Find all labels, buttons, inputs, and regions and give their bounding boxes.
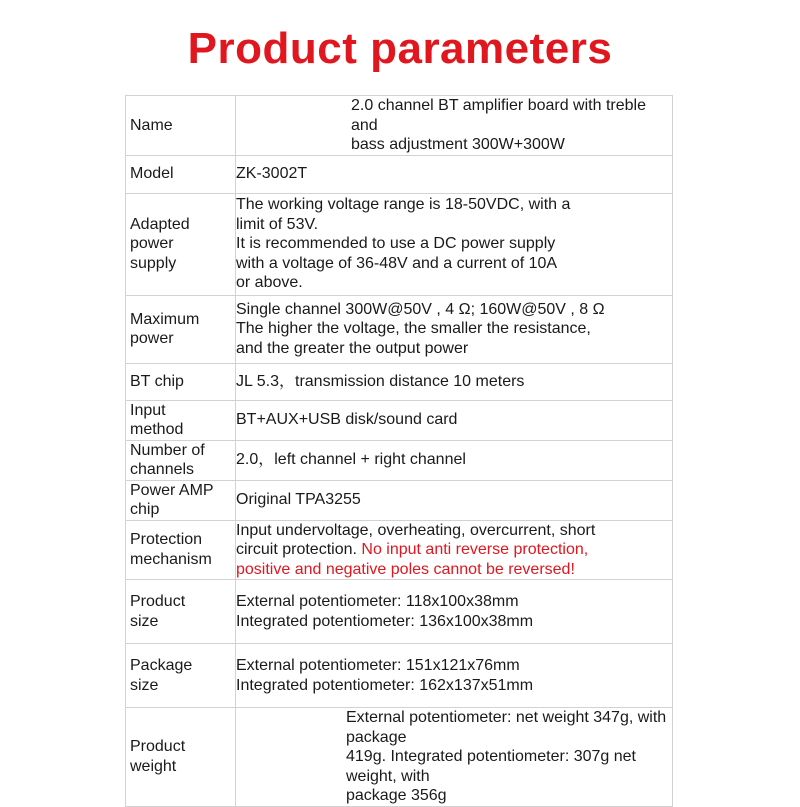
label-line: Number of: [130, 441, 205, 459]
value-line: The working voltage range is 18-50VDC, with a: [236, 196, 571, 214]
label-line: Product: [130, 738, 186, 756]
row-label: BT chip: [126, 363, 236, 400]
row-label: [126, 440, 236, 480]
value-line: 2.0，left channel + right channel: [236, 451, 466, 469]
label-line: weight: [130, 757, 177, 775]
row-value: [236, 193, 673, 295]
label-line: Maximum: [130, 310, 200, 328]
table-row: [126, 295, 673, 363]
value-line: BT+AUX+USB disk/sound card: [236, 411, 458, 429]
label-line: method: [130, 421, 184, 438]
value-line: 2.0 channel BT amplifier board with treble and: [351, 97, 646, 134]
row-value: [236, 155, 673, 193]
row-label: Model: [126, 155, 236, 193]
value-line: ZK-3002T: [236, 165, 308, 183]
row-value: [236, 708, 673, 807]
table-row: [126, 708, 673, 807]
row-label: [126, 400, 236, 440]
label-line: Product: [130, 593, 186, 610]
label-line: channels: [130, 461, 195, 478]
label-line: Input: [130, 401, 166, 419]
table-row: [126, 480, 673, 520]
label-line: Power AMP: [130, 481, 214, 499]
label-line: mechanism: [130, 550, 212, 568]
label-line: Protection: [130, 531, 203, 549]
value-line: Single channel 300W@50V , 4 Ω; 160W@50V , 8 Ω: [236, 300, 605, 318]
label-line: size: [130, 612, 159, 630]
parameters-table: [125, 95, 673, 807]
row-value: [236, 295, 673, 363]
row-label: [126, 480, 236, 520]
row-label: [126, 295, 236, 363]
label-line: Package: [130, 657, 193, 674]
row-value: [236, 580, 673, 644]
table-row: [126, 155, 673, 193]
value-line: Original TPA3255: [236, 491, 361, 509]
label-line: size: [130, 676, 159, 694]
row-value: [236, 400, 673, 440]
warning-text: No input anti reverse protection,: [361, 541, 589, 558]
row-label: [126, 193, 236, 295]
row-label: Name: [126, 96, 236, 156]
row-value: [236, 644, 673, 708]
value-line: The higher the voltage, the smaller the resistance,: [236, 320, 591, 338]
row-label: [126, 580, 236, 644]
row-value: [236, 96, 673, 156]
value-line: [236, 540, 672, 560]
value-line: External potentiometer: 118x100x38mm: [236, 593, 519, 610]
label-line: Adapted: [130, 215, 190, 233]
value-line: Input undervoltage, overheating, overcurrent, short: [236, 521, 596, 539]
table-row: [126, 644, 673, 708]
value-line: 419g. Integrated potentiometer: 307g net weight, with: [346, 748, 636, 785]
value-line: It is recommended to use a DC power supply: [236, 235, 556, 253]
value-line: and the greater the output power: [236, 339, 469, 357]
value-line: JL 5.3，transmission distance 10 meters: [236, 372, 525, 390]
table-row: [126, 193, 673, 295]
label-line: supply: [130, 254, 177, 272]
warning-text: positive and negative poles cannot be reversed!: [236, 560, 575, 578]
value-line: Integrated potentiometer: 162x137x51mm: [236, 676, 534, 694]
row-value: [236, 363, 673, 400]
value-text: circuit protection.: [236, 541, 357, 558]
label-line: chip: [130, 501, 160, 518]
page-title: Product parameters: [187, 24, 613, 73]
row-value: [236, 440, 673, 480]
table-row: [126, 580, 673, 644]
row-label: [126, 708, 236, 807]
label-line: power: [130, 235, 174, 253]
table-row: [126, 520, 673, 580]
row-label: [126, 520, 236, 580]
table-row: [126, 400, 673, 440]
row-label: [126, 644, 236, 708]
table-row: [126, 363, 673, 400]
label-line: power: [130, 330, 174, 347]
value-line: limit of 53V.: [236, 215, 319, 233]
row-value: [236, 480, 673, 520]
value-line: bass adjustment 300W+300W: [351, 136, 565, 153]
value-line: package 356g: [346, 787, 447, 804]
value-line: External potentiometer: 151x121x76mm: [236, 657, 520, 674]
value-line: External potentiometer: net weight 347g, with package: [346, 709, 667, 746]
value-line: Integrated potentiometer: 136x100x38mm: [236, 612, 534, 630]
table-row: [126, 440, 673, 480]
value-line: or above.: [236, 274, 303, 292]
row-value: [236, 520, 673, 580]
table-row: [126, 96, 673, 156]
value-line: with a voltage of 36-48V and a current of 10A: [236, 254, 558, 272]
